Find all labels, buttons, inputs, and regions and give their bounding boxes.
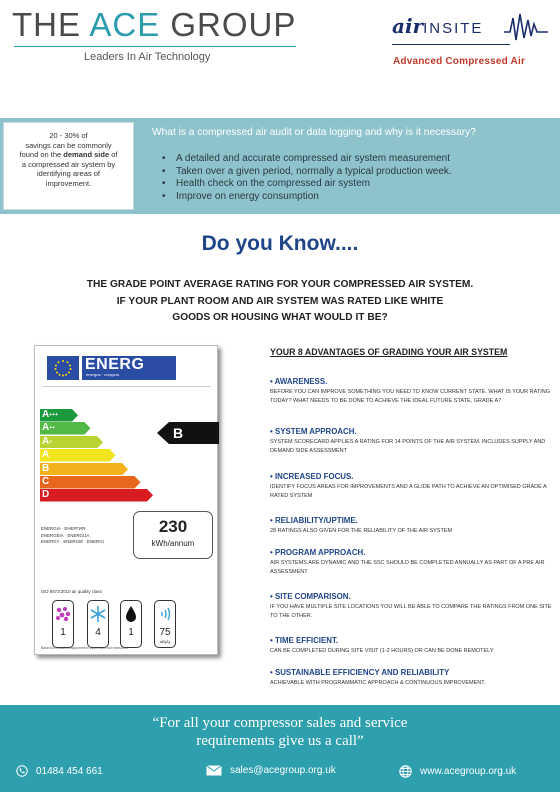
savings-line: a compressed air system by (21, 159, 116, 169)
kwh-unit: kWh/annum (151, 539, 195, 548)
water-value: 4 (95, 627, 101, 638)
rating-arrow (157, 422, 219, 444)
grade-question (0, 277, 560, 327)
ace-tagline: Leaders In Air Technology (84, 51, 211, 63)
phone-number: 01484 454 661 (36, 765, 103, 777)
do-you-know-title: Do you Know.... (201, 232, 359, 255)
savings-line: 20 - 30% of (49, 131, 88, 140)
phone-contact[interactable] (16, 765, 103, 777)
scale-letter: D (42, 489, 50, 501)
advantage-description: IF YOU HAVE MULTIPLE SITE LOCATIONS YOU WILL BE ABLE TO COMPARE THE RATINGS FROM ONE SITE TO THE OTHER. (270, 604, 552, 619)
scale-bar-shape (40, 463, 128, 476)
advantage-heading: • AWARENESS. (270, 377, 328, 386)
energy-scale-bar (40, 422, 91, 435)
energy-name-line: ENERGY · ENERGIE · ENERGI (41, 539, 104, 544)
savings-line: identifying areas of (37, 169, 100, 179)
audit-question: What is a compressed air audit or data logging and why is it necessary? (152, 127, 476, 138)
scale-letter: A+++ (42, 409, 58, 420)
eu-flag-icon (47, 356, 79, 380)
advantage-item (270, 668, 552, 688)
advantage-heading: • TIME EFFICIENT. (270, 636, 339, 645)
label-divider (43, 386, 211, 387)
scale-letter: A+ (42, 435, 53, 447)
energy-scale-bar (40, 436, 103, 449)
advantage-heading: • SITE COMPARISON. (270, 592, 351, 601)
energy-name-line: ENERGIA · ЕНЕРГИЯ (41, 526, 86, 531)
advantage-description: SYSTEM SCORECARD APPLIES A RATING FOR 14 POINTS OF THE AIR SYSTEM. INCLUDES SUPPLY AND DEMAND SIDE ASSESSMENT (270, 439, 546, 454)
advantage-heading: • RELIABILITY/UPTIME. (270, 516, 358, 525)
energy-label-card (34, 345, 218, 655)
snowflake-icon (88, 604, 108, 624)
advantage-description: ACHIEVABLE WITH PROGRAMMATIC APPROACH & CONTINUOUS IMPROVEMENT. (270, 680, 486, 686)
quote-line: requirements give us a call” (196, 733, 364, 749)
scale-bar-shape (40, 476, 141, 489)
particles-icon (53, 604, 73, 624)
language-dots-icon (177, 358, 199, 380)
advantage-heading: • SUSTAINABLE EFFICIENCY AND RELIABILITY (270, 668, 450, 677)
energy-label-header (82, 356, 176, 380)
advantage-item (270, 592, 552, 621)
website-contact[interactable] (399, 765, 516, 778)
logo-divider (14, 46, 296, 47)
website-url: www.acegroup.org.uk (420, 766, 517, 777)
iso-standard-text: ISO 8573:2010 air quality class (41, 589, 102, 594)
advantage-item (270, 472, 552, 501)
air-quality-tile-water (87, 600, 109, 648)
quote-line: “For all your compressor sales and service (152, 715, 408, 731)
energy-name-line: ENERGEIA · ENERGIJA (41, 532, 90, 538)
advantage-description: CAN BE COMPLETED DURING SITE VISIT (1-2 HOURS) OR CAN BE DONE REMOTELY (270, 648, 494, 654)
audit-bullet: • Health check on the compressed air system (176, 178, 452, 191)
advantage-heading: • INCREASED FOCUS. (270, 472, 354, 481)
logo-left: THE (12, 6, 90, 43)
header (0, 0, 560, 105)
grade-line: GOODS OR HOUSING WHAT WOULD IT BE? (172, 312, 388, 323)
savings-line (10, 150, 127, 160)
globe-icon (399, 765, 412, 778)
audit-bullet: • Taken over a given period, normally a typical production week. (176, 166, 452, 179)
savings-line: savings can be commonly (25, 140, 112, 150)
scale-letter: A (42, 449, 50, 461)
oil-drop-icon (121, 604, 141, 624)
email-address: sales@acegroup.org.uk (230, 765, 336, 776)
email-contact[interactable] (206, 765, 336, 776)
airinsite-logo[interactable] (392, 10, 552, 46)
energy-scale-bar (40, 449, 116, 462)
grade-line: IF YOUR PLANT ROOM AND AIR SYSTEM WAS RATED LIKE WHITE (116, 295, 444, 307)
energ-word: ENERG (85, 356, 145, 373)
oil-value: 1 (128, 627, 134, 638)
advantage-description: IDENTIFY FOCUS AREAS FOR IMPROVEMENTS AND A GLIDE PATH TO ACHIEVE AN OPTIMISED GRADE A RATED SYSTEM (270, 484, 547, 499)
scale-bar-shape (40, 489, 153, 502)
scale-letter: A++ (42, 422, 56, 434)
logo-accent: ACE (89, 6, 161, 43)
energy-scale-bar (40, 409, 78, 422)
label-footnote: Based on installed equipment in plant room not measured (41, 646, 128, 650)
advantages-title: YOUR 8 ADVANTAGES OF GRADING YOUR AIR SYSTEM (270, 347, 508, 357)
savings-text: found on the (19, 150, 64, 160)
energy-scale-bar (40, 476, 141, 489)
sound-icon (155, 604, 175, 624)
airinsite-wordmark (392, 14, 483, 38)
noise-value: 75 (159, 627, 171, 638)
audit-bullet: • A detailed and accurate compressed air system measurement (176, 153, 452, 166)
advantage-item (270, 377, 552, 406)
advantage-description: 28 RATINGS ALSO GIVEN FOR THE RELIABILITY OF THE AIR SYSTEM (270, 528, 453, 534)
advantage-item (270, 548, 552, 577)
advantage-description: BEFORE YOU CAN IMPROVE SOMETHING YOU NEED TO KNOW CURRENT STATE. WHAT IS YOUR RATING TODAY? WHAT NEEDS TO BE DONE TO ACHIEVE THE IDEAL FUTURE STATE, GRADE A? (270, 389, 551, 404)
energy-scale-bar (40, 463, 128, 476)
advantage-item (270, 516, 552, 536)
footer (0, 705, 560, 792)
air-quality-tile-noise (154, 600, 176, 648)
ace-group-logo[interactable] (12, 6, 296, 44)
air-quality-tile-oil (120, 600, 142, 648)
advantage-heading: • PROGRAM APPROACH. (270, 548, 366, 557)
kwh-value: 230 (158, 517, 188, 536)
energy-language-names (41, 526, 104, 546)
air-quality-tile-particles (52, 600, 74, 648)
energy-scale-bar (40, 489, 153, 502)
airinsite-tagline: Advanced Compressed Air (393, 56, 526, 67)
savings-emphasis: demand side (63, 150, 110, 160)
phone-icon (16, 765, 28, 777)
savings-line: improvement. (45, 178, 92, 188)
airinsite-italic: air (392, 14, 424, 38)
particles-value: 1 (60, 627, 66, 638)
scale-letter: C (42, 476, 50, 487)
airinsite-rest: INSITE (423, 20, 484, 37)
audit-bullet: • Improve on energy consumption (176, 191, 452, 204)
envelope-icon (206, 765, 222, 776)
noise-unit: dB(A) (159, 639, 171, 644)
energ-subtext: energия · ενεργεια (86, 372, 120, 377)
logo-right: GROUP (160, 6, 297, 43)
signal-wave-icon (504, 10, 548, 44)
savings-text: of (109, 150, 118, 160)
advantage-item (270, 427, 552, 456)
scale-letter: B (42, 462, 50, 474)
audit-bullet-list (176, 153, 452, 203)
annual-consumption-box (133, 511, 213, 559)
savings-callout (3, 122, 134, 210)
advantage-heading: • SYSTEM APPROACH. (270, 427, 357, 436)
airinsite-divider (392, 44, 510, 45)
scale-bar-shape (40, 449, 116, 462)
rating-letter: B (173, 425, 184, 441)
advantage-description: AIR SYSTEMS ARE DYNAMIC AND THE SSC SHOULD BE COMPLETED ANNUALLY AS PART OF A PRE AIR ASSESSMENT (270, 560, 545, 575)
footer-quote (0, 714, 560, 750)
advantage-item (270, 636, 552, 656)
grade-line: THE GRADE POINT AVERAGE RATING FOR YOUR COMPRESSED AIR SYSTEM. (86, 279, 474, 290)
